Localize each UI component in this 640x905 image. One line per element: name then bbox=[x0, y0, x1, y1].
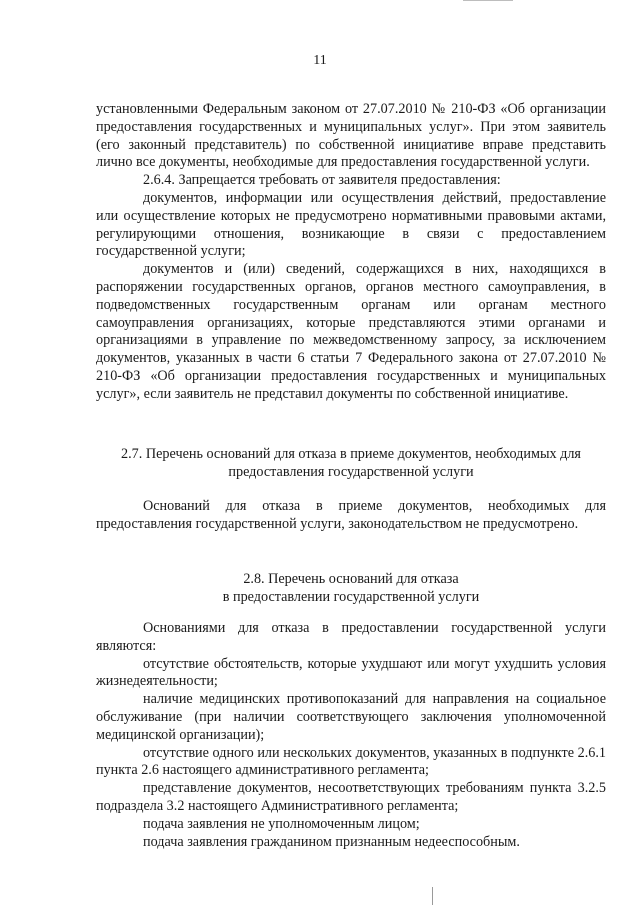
scan-artifact-top bbox=[463, 0, 513, 4]
paragraph-ground-unauthorized-person: подача заявления не уполномоченным лицом; bbox=[143, 815, 420, 832]
section-2-7-heading-block bbox=[96, 446, 606, 482]
paragraph-ground-medical: наличие медицинских противопоказаний для направления на социальное обслуживание (при наличии соответствующего заключения уполномоченной медицинской организации); bbox=[96, 691, 606, 743]
paragraph-2-6-4: 2.6.4. Запрещается требовать от заявителя предоставления: bbox=[143, 172, 501, 189]
paragraph-ground-incapacitated: подача заявления гражданином признанным недееспособным. bbox=[143, 833, 520, 850]
paragraph-documents-and-info: документов и (или) сведений, содержащихся в них, находящихся в распоряжении государственных органов, органов местного самоуправления, в подведомственных государственным органам или органам местного самоуправления организациях, которые представляются этими органами и организациями в управление по межведомственному запросу, за исключением документов, указанных в части 6 статьи 7 Федерального закона от 27.07.2010 № 210-ФЗ «Об организации предоставления государственных и муниципальных услуг», если заявитель не представил документы по собственной инициативе. bbox=[96, 261, 606, 402]
scan-artifact-bottom bbox=[432, 887, 433, 905]
paragraph-grounds-intro: Основаниями для отказа в предоставлении государственной услуги являются: bbox=[96, 620, 606, 654]
paragraph-ground-missing-documents: отсутствие одного или нескольких документов, указанных в подпункте 2.6.1 пункта 2.6 настоящего административного регламента; bbox=[96, 744, 606, 779]
heading-2-8-line-2: в предоставлении государственной услуги bbox=[222, 588, 480, 605]
paragraph-ground-nonconforming-documents: представление документов, несоответствующих требованиям пункта 3.2.5 подраздела 3.2 настоящего Административного регламента; bbox=[96, 780, 606, 814]
heading-2-8-line-1: 2.8. Перечень оснований для отказа bbox=[243, 571, 459, 587]
section-2-7-body bbox=[96, 498, 606, 534]
paragraph-law-reference: установленными Федеральным законом от 27.07.2010 № 210-ФЗ «Об организации предоставления государственных и муниципальных услуг». При этом заявитель (его законный представитель) по собственной инициативе вправе представить лично все документы, необходимые для предоставления государственной услуги. bbox=[96, 101, 606, 171]
section-2-8-heading-block bbox=[96, 571, 606, 607]
paragraph-documents-information: документов, информации или осуществления действий, предоставление или осуществление которых не предусмотрено нормативными правовыми актами, регулирующими отношения, возникающие в связи с предоставлением государственной услуги; bbox=[96, 189, 606, 260]
paragraph-no-grounds: Оснований для отказа в приеме документов, необходимых для предоставления государственной услуги, законодательством не предусмотрено. bbox=[96, 498, 606, 532]
section-2-6-continuation bbox=[96, 101, 606, 404]
paragraph-ground-circumstances: отсутствие обстоятельств, которые ухудшают или могут ухудшить условия жизнедеятельности; bbox=[96, 655, 606, 690]
section-2-8-body bbox=[96, 620, 606, 851]
page-number: 11 bbox=[313, 53, 327, 68]
heading-2-7: 2.7. Перечень оснований для отказа в приеме документов, необходимых для предоставления государственной услуги bbox=[121, 446, 581, 480]
